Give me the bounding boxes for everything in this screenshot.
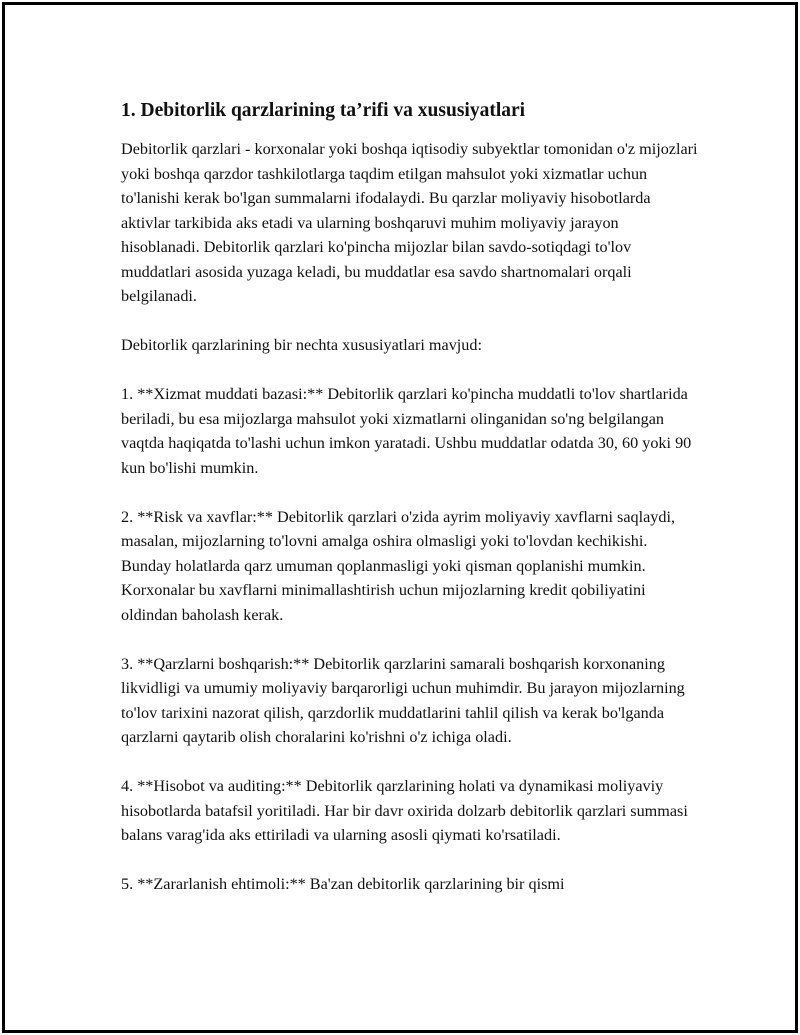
intro-paragraph: Debitorlik qarzlari - korxonalar yoki boshqa iqtisodiy subyektlar tomonidan o'z mijozlari yoki boshqa qarzdor tashkilotlarga taqdim etilgan mahsulot yoki xizmatlar uchun to'lanishi kerak bo'lgan summalarni ifodalaydi. Bu qarzlar moliyaviy hisobotlarda aktivlar tarkibida aks etadi va ularning boshqaruvi muhim moliyaviy jarayon hisoblanadi. Debitorlik qarzlari ko'pincha mijozlar bilan savdo-sotiqdagi to'lov muddatlari asosida yuzaga keladi, bu muddatlar esa savdo shartnomalari orqali belgilanadi. <box>121 140 698 305</box>
feature-paragraph-4: 4. **Hisobot va auditing:** Debitorlik qarzlarining holati va dynamikasi moliyaviy hisobotlarda batafsil yoritiladi. Har bir davr oxirida dolzarb debitorlik qarzlari summasi balans varag'ida aks ettiriladi va ularning asosli qiymati ko'rsatiladi. <box>121 777 688 844</box>
page-frame <box>2 2 798 1033</box>
paragraph-spacer <box>121 750 701 775</box>
paragraph-spacer <box>121 848 701 873</box>
feature-paragraph-5: 5. **Zararlanish ehtimoli:** Ba'zan debitorlik qarzlarining bir qismi <box>121 875 565 893</box>
paragraph-spacer <box>121 480 701 505</box>
paragraph-spacer <box>121 309 701 334</box>
features-intro-paragraph: Debitorlik qarzlarining bir nechta xususiyatlari mavjud: <box>121 336 482 354</box>
feature-paragraph-2: 2. **Risk va xavflar:** Debitorlik qarzlari o'zida ayrim moliyaviy xavflarni saqlaydi, masalan, mijozlarning to'lovni amalga oshira olmasligi yoki to'lovdan kechikishi. Bunday holatlarda qarz umuman qoplanmasligi yoki qisman qoplanishi mumkin. Korxonalar bu xavflarni minimallashtirish uchun mijozlarning kredit qobiliyatini oldindan baholash kerak. <box>121 507 676 624</box>
section-heading: 1. Debitorlik qarzlarining ta’rifi va xususiyatlari <box>121 100 526 121</box>
paragraph-spacer <box>121 358 701 383</box>
document-body <box>121 95 701 897</box>
feature-paragraph-1: 1. **Xizmat muddati bazasi:** Debitorlik qarzlari ko'pincha muddatli to'lov shartlarida beriladi, bu esa mijozlarga mahsulot yoki xizmatlarni olinganidan so'ng belgilangan vaqtda haqiqatda to'lashi uchun imkon yaratadi. Ushbu muddatlar odatda 30, 60 yoki 90 kun bo'lishi mumkin. <box>121 385 692 477</box>
paragraph-spacer <box>121 627 701 652</box>
feature-paragraph-3: 3. **Qarzlarni boshqarish:** Debitorlik qarzlarini samarali boshqarish korxonaning likvidligi va umumiy moliyaviy barqarorligi uchun muhimdir. Bu jarayon mijozlarning to'lov tarixini nazorat qilish, qarzdorlik muddatlarini tahlil qilish va kerak bo'lganda qarzlarni qaytarib olish choralarini ko'rishni o'z ichiga oladi. <box>121 654 685 746</box>
